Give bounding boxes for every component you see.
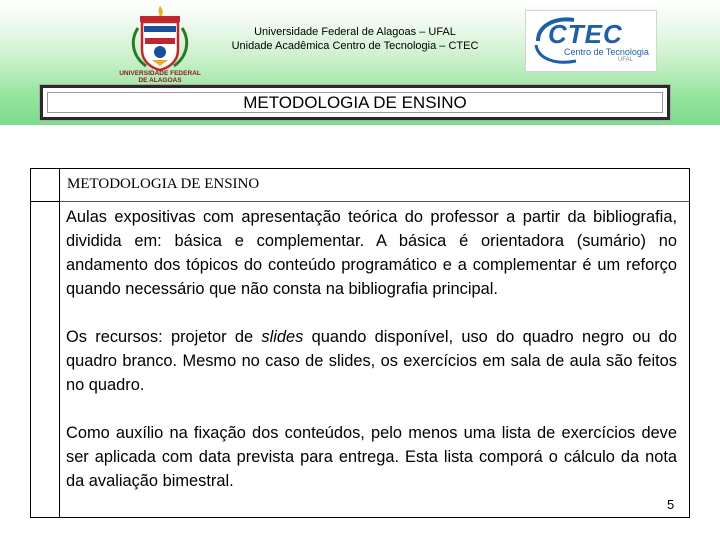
- slide-number: 5: [667, 497, 675, 512]
- paragraph-resources: [66, 325, 677, 397]
- content-table: [30, 168, 690, 518]
- paragraph-resources-end: quando disponível, uso do quadro negro ou do quadro branco. Mesmo no caso de slides, os exercícios em sala de aula são feitos no quadro.: [66, 328, 677, 394]
- paragraph-exercises: Como auxílio na fixação dos conteúdos, pelo menos uma lista de exercícios deve ser aplicada com data prevista para entrega. Esta lista comporá o cálculo da nota da avaliação bimestral.: [66, 424, 677, 490]
- ufal-logo-line1: UNIVERSIDADE FEDERAL: [119, 70, 201, 77]
- paragraph-resources-italic: slides: [261, 328, 304, 346]
- table-row-divider-right: [60, 201, 689, 202]
- table-left-column: [31, 169, 60, 517]
- table-row-divider: [31, 201, 60, 202]
- ctec-logo-small: UFAL: [618, 57, 634, 63]
- ctec-logo-sub: Centro de Tecnologia: [564, 47, 649, 57]
- institution-line2: Unidade Acadêmica Centro de Tecnologia – CTEC: [231, 40, 479, 52]
- slide-title-box: [40, 85, 670, 120]
- ctec-logo: [525, 10, 657, 72]
- ufal-logo-wordmark: [112, 70, 208, 84]
- institution-line1: Universidade Federal de Alagoas – UFAL: [254, 26, 456, 38]
- institution-header: [190, 25, 520, 53]
- ctec-logo-main: CTEC: [548, 19, 623, 49]
- ufal-logo-line2: DE ALAGOAS: [138, 77, 182, 84]
- slide-title: METODOLOGIA DE ENSINO: [47, 92, 663, 113]
- body-text: [66, 205, 677, 493]
- section-heading: METODOLOGIA DE ENSINO: [67, 176, 260, 192]
- paragraph-resources-start: Os recursos: projetor de: [66, 328, 262, 346]
- paragraph-methods: Aulas expositivas com apresentação teórica do professor a partir da bibliografia, dividida em: básica e complementar. A básica é orientadora (sumário) no andamento dos tópicos do conteúdo programático e a complementar é um reforço quando necessário que não consta na bibliografia principal.: [66, 208, 677, 298]
